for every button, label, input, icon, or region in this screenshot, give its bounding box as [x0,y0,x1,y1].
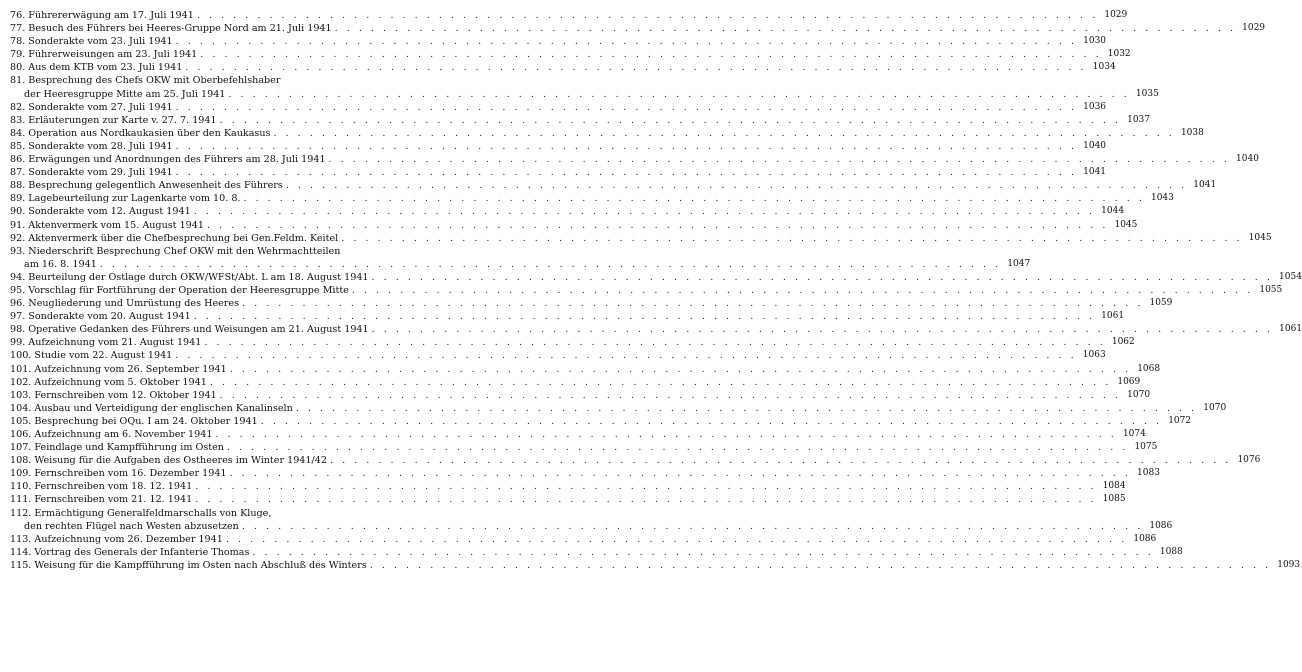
toc-entry-title: 87. Sonderakte vom 29. Juli 1941 [10,167,173,179]
toc-entry-title: 80. Aus dem KTB vom 23. Juli 1941 [10,62,183,74]
dot-leader [185,61,1086,74]
dot-leader [207,219,1108,232]
toc-entry [10,74,462,87]
toc-entry-title: 97. Sonderakte vom 20. August 1941 [10,311,191,323]
toc-entry [10,559,1301,572]
dot-leader [230,363,1131,376]
toc-entry-title: 102. Aufzeichnung vom 5. Oktober 1941 [10,376,207,388]
toc-entry-page: 1070 [1203,402,1227,413]
dot-leader [195,480,1096,493]
dot-leader [197,9,1098,22]
toc-entry [10,310,1125,323]
toc-entry-title: 99. Aufzeichnung vom 21. August 1941 [10,337,202,349]
toc-entry-page: 1070 [1127,389,1151,400]
toc-entry-title: 115. Weisung für die Kampfführung im Osten nach Abschluß des Winters [10,559,367,571]
toc-entry [10,376,1141,389]
toc-entry [10,127,1204,140]
toc-entry-title: 88. Besprechung gelegentlich Anwesenheit des Führers [10,180,283,192]
dot-leader [100,258,1001,271]
dot-leader [215,428,1116,441]
toc-entry-title: 98. Operative Gedanken des Führers und Weisungen am 21. August 1941 [10,324,369,336]
dot-leader [296,402,1197,415]
toc-entry-title: den rechten Flügel nach Westen abzusetzen [24,520,239,532]
table-of-contents [10,9,1302,572]
toc-entry-title: 95. Vorschlag für Fortführung der Operation der Heeresgruppe Mitte [10,284,349,296]
toc-entry-page: 1059 [1149,298,1173,309]
toc-entry-page: 1032 [1107,49,1131,60]
dot-leader [230,467,1131,480]
dot-leader [228,88,1129,101]
dot-leader [242,297,1143,310]
toc-entry-title: 100. Studie vom 22. August 1941 [10,350,173,362]
dot-leader [220,389,1121,402]
toc-entry-title: 85. Sonderakte vom 28. Juli 1941 [10,140,173,152]
dot-leader [286,179,1187,192]
toc-entry [10,245,462,258]
toc-entry [10,232,1272,245]
dot-leader [176,35,1077,48]
toc-entry-page: 1041 [1193,180,1217,191]
toc-entry [10,114,1151,127]
dot-leader [226,533,1127,546]
toc-entry-page: 1083 [1137,468,1160,479]
dot-leader [176,101,1077,114]
dot-leader [372,323,1273,336]
toc-entry-title: 114. Vortrag des Generals der Infanterie Thomas [10,546,250,558]
dot-leader [335,22,1236,35]
toc-entry-page: 1029 [1104,10,1128,20]
toc-entry-page: 1086 [1149,520,1173,531]
dot-leader [176,140,1077,153]
toc-entry-page: 1055 [1259,284,1283,295]
dot-leader [227,441,1128,454]
toc-entry-continuation [10,520,1173,533]
dot-leader [195,493,1096,506]
toc-entry-title: 91. Aktenvermerk vom 15. August 1941 [10,219,204,231]
toc-entry-page: 1041 [1083,167,1107,178]
toc-entry-title: 112. Ermächtigung Generalfeldmarschalls von Kluge, [10,507,272,519]
toc-entry-page: 1045 [1248,232,1272,243]
toc-entry-title: 111. Fernschreiben vom 21. 12. 1941 [10,494,193,506]
dot-leader [194,310,1095,323]
toc-entry-title: 94. Beurteilung der Ostlage durch OKW/WFSt/Abt. L am 18. August 1941 [10,271,369,283]
toc-entry-title: 107. Feindlage und Kampfführung im Osten [10,442,224,454]
toc-entry-title: am 16. 8. 1941 [24,258,97,270]
toc-entry-page: 1030 [1083,36,1107,47]
dot-leader [175,349,1076,362]
toc-entry-title: 106. Aufzeichnung am 6. November 1941 [10,429,213,440]
toc-entry-continuation [10,88,1159,101]
toc-entry-page: 1054 [1279,271,1302,282]
toc-entry [10,140,1107,153]
toc-entry-page: 1086 [1133,533,1157,544]
toc-entry [10,271,1302,284]
toc-entry [10,507,462,520]
dot-leader [210,376,1111,389]
toc-entry [10,297,1173,310]
toc-entry-page: 1084 [1102,481,1126,492]
toc-entry-title: 84. Operation aus Nordkaukasien über den Kaukasus [10,127,271,139]
toc-entry-page: 1036 [1083,101,1107,112]
dot-leader [200,48,1101,61]
toc-entry-title: 86. Erwägungen und Anordnungen des Führers am 28. Juli 1941 [10,154,326,166]
dot-leader [220,114,1121,127]
toc-entry [10,389,1151,402]
toc-entry-page: 1074 [1122,429,1146,439]
dot-leader [243,192,1144,205]
toc-entry-page: 1068 [1137,363,1161,374]
toc-entry-page: 1076 [1237,455,1261,466]
toc-entry-title: 90. Sonderakte vom 12. August 1941 [10,206,191,218]
toc-entry-title: 104. Ausbau und Verteidigung der englischen Kanalinseln [10,402,293,414]
toc-entry-page: 1061 [1279,324,1302,335]
dot-leader [352,284,1253,297]
toc-entry-title: der Heeresgruppe Mitte am 25. Juli 1941 [24,88,226,100]
toc-entry [10,415,1192,428]
toc-entry-title: 76. Führererwägung am 17. Juli 1941 [10,10,194,21]
toc-entry [10,48,1131,61]
toc-entry [10,205,1125,218]
toc-entry [10,9,1128,22]
dot-leader [204,336,1105,349]
toc-entry-continuation [10,258,1031,271]
toc-entry-title: 78. Sonderakte vom 23. Juli 1941 [10,36,173,48]
toc-entry [10,22,1266,35]
toc-entry-page: 1047 [1007,258,1031,269]
dot-leader [242,520,1143,533]
toc-entry-page: 1029 [1242,23,1266,34]
dot-leader [329,153,1230,166]
toc-entry-page: 1075 [1134,442,1158,453]
toc-entry-title: 113. Aufzeichnung vom 26. Dezember 1941 [10,533,223,545]
toc-entry-title: 109. Fernschreiben vom 16. Dezember 1941 [10,468,227,480]
toc-entry [10,153,1259,166]
toc-entry-page: 1045 [1114,219,1138,230]
toc-entry-title: 82. Sonderakte vom 27. Juli 1941 [10,101,173,113]
toc-entry-title: 101. Aufzeichnung vom 26. September 1941 [10,363,227,375]
toc-entry-page: 1093 [1277,559,1301,570]
toc-entry [10,323,1302,336]
toc-entry [10,441,1158,454]
dot-leader [341,232,1242,245]
toc-entry-title: 108. Weisung für die Aufgaben des Ostheeres im Winter 1941/42 [10,455,327,467]
toc-entry-page: 1062 [1111,337,1135,348]
toc-entry-title: 105. Besprechung bei OQu. I am 24. Oktober 1941 [10,415,258,427]
toc-entry-title: 77. Besuch des Führers bei Heeres-Gruppe Nord am 21. Juli 1941 [10,23,332,35]
toc-entry-title: 110. Fernschreiben vom 18. 12. 1941 [10,481,193,493]
toc-entry-page: 1040 [1236,154,1259,165]
dot-leader [370,559,1271,572]
toc-entry [10,467,1160,480]
toc-entry-title: 83. Erläuterungen zur Karte v. 27. 7. 1941 [10,114,217,126]
dot-leader [372,271,1273,284]
toc-entry [10,349,1106,362]
toc-entry-page: 1069 [1117,376,1141,387]
toc-entry-page: 1035 [1135,88,1159,99]
toc-entry-title: 93. Niederschrift Besprechung Chef OKW mit den Wehrmachtteilen [10,245,341,257]
toc-entry-page: 1072 [1168,415,1192,426]
toc-entry [10,219,1138,232]
toc-entry [10,363,1161,376]
toc-entry-page: 1040 [1083,140,1107,151]
toc-entry [10,336,1135,349]
toc-entry [10,493,1126,506]
toc-entry [10,284,1283,297]
toc-entry [10,166,1107,179]
toc-entry-title: 81. Besprechung des Chefs OKW mit Oberbefehlshaber [10,75,281,87]
toc-entry-title: 79. Führerweisungen am 23. Juli 1941 [10,49,198,61]
toc-entry [10,179,1217,192]
toc-entry-page: 1044 [1101,206,1125,217]
toc-entry [10,454,1261,467]
toc-entry [10,101,1107,114]
dot-leader [261,415,1162,428]
toc-entry [10,192,1174,205]
toc-entry [10,61,1116,74]
dot-leader [273,127,1174,140]
toc-entry-page: 1038 [1180,127,1204,138]
toc-entry [10,402,1227,415]
toc-entry [10,480,1126,493]
dot-leader [330,454,1231,467]
toc-entry-title: 96. Neugliederung und Umrüstung des Heeres [10,298,239,310]
toc-entry [10,546,1183,559]
dot-leader [252,546,1153,559]
toc-entry-title: 92. Aktenvermerk über die Chefbesprechung bei Gen.Feldm. Keitel [10,232,339,244]
toc-entry-page: 1043 [1150,193,1174,204]
toc-entry [10,533,1157,546]
toc-entry-page: 1061 [1101,311,1125,322]
toc-entry [10,428,1146,441]
toc-entry-page: 1034 [1092,62,1116,73]
toc-entry [10,35,1107,48]
toc-entry-page: 1088 [1159,546,1183,557]
toc-entry-page: 1085 [1102,494,1126,505]
dot-leader [194,205,1095,218]
dot-leader [176,166,1077,179]
toc-entry-title: 103. Fernschreiben vom 12. Oktober 1941 [10,389,217,401]
toc-entry-page: 1063 [1082,350,1106,361]
toc-entry-page: 1037 [1127,114,1151,125]
toc-entry-title: 89. Lagebeurteilung zur Lagenkarte vom 10. 8. [10,193,241,205]
